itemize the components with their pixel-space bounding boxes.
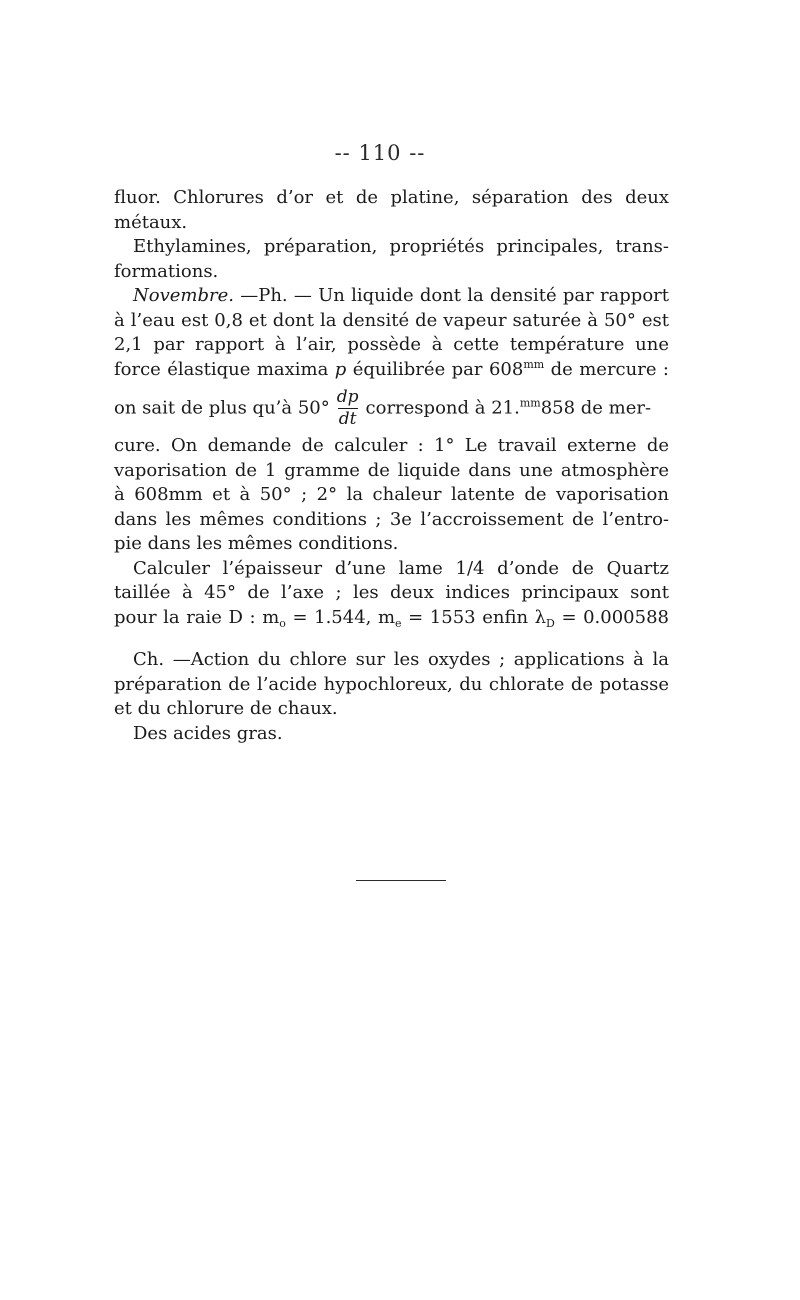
index-subscript: D xyxy=(546,616,555,630)
unit-superscript: mm xyxy=(519,396,541,409)
text-line: Calculer l’épaisseur d’une lame 1/4 d’onde de Quartz xyxy=(133,557,669,579)
derivative-fraction xyxy=(336,386,360,429)
paragraph-fluor xyxy=(114,186,669,235)
section-end-rule xyxy=(356,880,446,881)
text-span: de mercure : xyxy=(544,358,669,380)
text-span: équilibrée par 608 xyxy=(346,358,524,380)
paragraph-novembre-physics xyxy=(114,284,669,557)
variable-p: p xyxy=(334,358,347,380)
text-span: = 1.544, m xyxy=(285,606,396,628)
text-line: à l’eau est 0,8 et dont la densité de vapeur saturée à 50° est xyxy=(114,309,669,331)
fraction-numerator: dp xyxy=(336,386,359,407)
text-span: force élastique maxima xyxy=(114,358,335,380)
paragraph-quartz xyxy=(114,557,669,631)
text-line: et du chlorure de chaux. xyxy=(114,698,338,719)
text-span: = 0.000588 xyxy=(554,606,669,628)
text-line: préparation de l’acide hypochloreux, du chlorate de potasse xyxy=(114,673,669,695)
text-line: fluor. Chlorures d’or et de platine, séparation des deux xyxy=(114,187,669,208)
text-line: taillée à 45° de l’axe ; les deux indices principaux sont xyxy=(114,582,669,603)
text-line: cure. On demande de calculer : 1° Le travail externe de xyxy=(114,435,669,456)
text-span: on sait de plus qu’à 50° xyxy=(114,397,330,418)
unit-superscript: mm xyxy=(523,357,545,371)
fraction-denominator: dt xyxy=(338,408,357,429)
text-line: pie dans les mêmes conditions. xyxy=(114,533,399,554)
text-line: Ethylamines, préparation, propriétés principales, trans- xyxy=(133,236,669,257)
text-line: vaporisation de 1 gramme de liquide dans une atmosphère xyxy=(114,459,669,481)
text-line xyxy=(114,284,669,309)
text-line: Ch. —Action du chlore sur les oxydes ; applications à la xyxy=(133,649,669,670)
text-span: = 1553 enfin λ xyxy=(401,606,547,628)
paragraph-chemistry xyxy=(114,648,669,722)
index-subscript: o xyxy=(279,616,286,630)
text-line: formations. xyxy=(114,260,219,282)
text-line: à 608mm et à 50° ; 2° la chaleur latente de vaporisation xyxy=(114,484,669,505)
text-span: 858 de mer- xyxy=(540,397,652,418)
index-subscript: e xyxy=(395,616,402,630)
text-line xyxy=(114,606,669,631)
page-number: -- 110 -- xyxy=(334,141,426,165)
month-heading: Novembre. xyxy=(133,285,234,306)
text-span: —Ph. — Un liquide dont la densité par rapport xyxy=(233,285,669,306)
equation-prefix xyxy=(114,386,652,429)
text-block-upper xyxy=(114,186,669,630)
equation-line xyxy=(114,382,669,434)
text-span: pour la raie D : m xyxy=(114,606,280,628)
text-line: dans les mêmes conditions ; 3e l’accroissement de l’entro- xyxy=(114,508,669,530)
text-line: métaux. xyxy=(114,211,188,233)
paragraph-fatty-acids xyxy=(114,722,669,747)
paragraph-ethylamines xyxy=(114,235,669,284)
text-block-lower xyxy=(114,648,669,746)
text-span: correspond à 21. xyxy=(365,397,520,418)
text-line: Des acides gras. xyxy=(133,722,283,744)
text-line xyxy=(114,358,669,383)
text-line: 2,1 par rapport à l’air, possède à cette température une xyxy=(114,334,669,355)
